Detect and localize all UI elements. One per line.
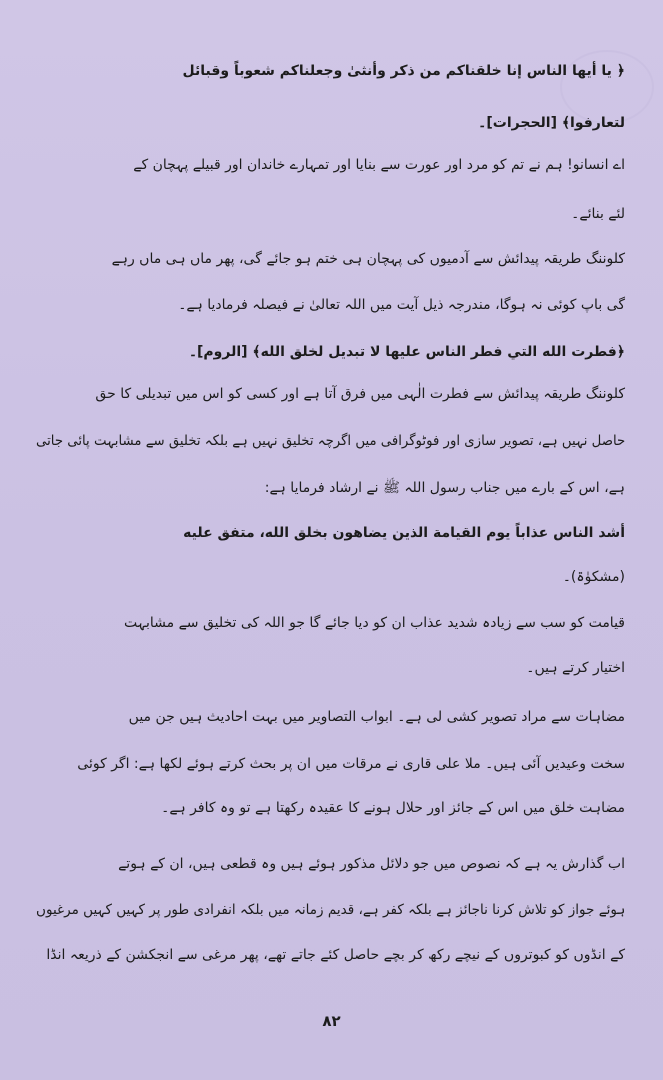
text-line: ہوئے جواز کو تلاش کرنا ناجائز ہے بلکہ کفر ہے، قدیم زمانہ میں بلکہ انفرادی طور پر کہیں کہیں مرغیوں (35, 902, 625, 918)
text-line: کلوننگ طریقہ پیدائش سے آدمیوں کی پہچان ہی ختم ہو جائے گی، پھر ماں ہی ماں رہے (111, 251, 625, 267)
text-line: اے انسانو! ہم نے تم کو مرد اور عورت سے بنایا اور تمہارے خاندان اور قبیلے پہچان کے (133, 157, 625, 173)
text-line: اختیار کرتے ہیں۔ (526, 660, 625, 676)
text-line: قیامت کو سب سے زیادہ شدید عذاب ان کو دیا جائے گا جو اللہ کی تخلیق سے مشابہت (124, 615, 625, 631)
text-line: أشد الناس عذاباً يوم القيامة الذين يضاهون بخلق الله، متفق عليه (183, 525, 625, 541)
text-line: لئے بنائے۔ (571, 206, 625, 222)
text-line: گی باپ کوئی نہ ہوگا، مندرجہ ذیل آیت میں اللہ تعالیٰ نے فیصلہ فرمادیا ہے۔ (178, 297, 625, 313)
text-line: مضاہات سے مراد تصویر کشی لی ہے۔ ابواب التصاویر میں بہت احادیث ہیں جن میں (128, 709, 625, 725)
text-line: (مشکوٰۃ)۔ (562, 569, 625, 585)
text-line: لتعارفوا﴾ [الحجرات]۔ (478, 115, 625, 131)
text-line: کے انڈوں کو کبوتروں کے نیچے رکھ کر بچے حاصل کئے جاتے تھے، پھر مرغی سے انجکشن کے ذریعہ انڈا (46, 947, 625, 963)
page-number: ٨٢ (322, 1012, 341, 1030)
text-line: سخت وعیدیں آئی ہیں۔ ملا علی قاری نے مرقات میں ان پر بحث کرتے ہوئے لکھا ہے: اگر کوئی (77, 756, 625, 772)
text-line: مضاہت خلق میں اس کے جائز اور حلال ہونے کا عقیدہ رکھتا ہے تو وہ کافر ہے۔ (161, 800, 625, 816)
text-line: حاصل نہیں ہے، تصویر سازی اور فوٹوگرافی میں اگرچہ تخلیق نہیں ہے بلکہ تخلیق سے مشابہت پائی جاتی (35, 433, 625, 449)
text-line: ہے، اس کے بارے میں جناب رسول اللہ ﷺ نے ارشاد فرمایا ہے: (264, 480, 625, 496)
text-line: ﴿ يا أيها الناس إنا خلقناكم من ذكر وأنثىٰ وجعلناكم شعوباً وقبائل (182, 63, 625, 79)
text-line: اب گذارش یہ ہے کہ نصوص میں جو دلائل مذکور ہوئے ہیں وہ قطعی ہیں، ان کے ہوتے (118, 856, 625, 872)
text-line: کلوننگ طریقہ پیدائش سے فطرت الٰہی میں فرق آتا ہے اور کسی کو اس میں تبدیلی کا حق (95, 386, 625, 402)
text-line: ﴿فطرت الله التي فطر الناس عليها لا تبديل لخلق الله﴾ [الروم]۔ (188, 344, 625, 360)
